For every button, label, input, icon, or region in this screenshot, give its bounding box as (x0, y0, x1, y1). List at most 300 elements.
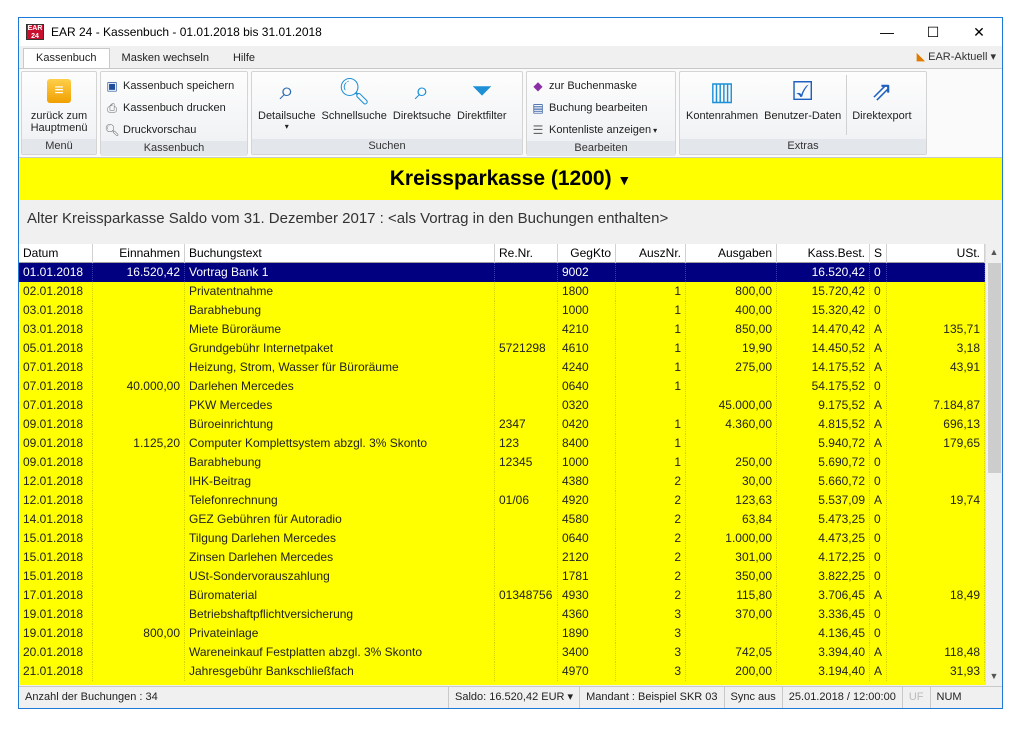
cell-ausg: 800,00 (686, 282, 777, 301)
cell-text: Barabhebung (185, 301, 495, 320)
cell-text: Tilgung Darlehen Mercedes (185, 529, 495, 548)
cell-ust (887, 510, 985, 529)
cell-kass: 14.175,52 (777, 358, 870, 377)
cell-gegk: 2120 (558, 548, 616, 567)
cell-s: 0 (870, 605, 887, 624)
status-count: Anzahl der Buchungen : 34 (19, 687, 449, 708)
ear-aktuell-menu[interactable]: ◣ EAR-Aktuell ▾ (916, 51, 996, 63)
export-icon: ⇗ (870, 75, 893, 106)
cell-s: A (870, 339, 887, 358)
cell-einn (93, 282, 185, 301)
scroll-thumb[interactable] (988, 263, 1001, 473)
window-title: EAR 24 - Kassenbuch - 01.01.2018 bis 31.01.2018 (51, 25, 322, 39)
group-label-extras: Extras (680, 139, 926, 154)
cell-kass: 5.940,72 (777, 434, 870, 453)
col-ausznr[interactable]: AuszNr. (616, 244, 686, 263)
chevron-down-icon: ▾ (653, 125, 658, 135)
cell-datum: 12.01.2018 (19, 472, 93, 491)
cell-einn (93, 605, 185, 624)
table-row[interactable] (19, 358, 985, 377)
cell-gegk: 4930 (558, 586, 616, 605)
cell-s: A (870, 415, 887, 434)
detailsuche-button[interactable]: ⌕ Detailsuche ▾ (258, 75, 316, 131)
schnellsuche-button[interactable]: 🔍︎ Schnellsuche (321, 75, 387, 122)
table-row[interactable] (19, 472, 985, 491)
cell-ust (887, 453, 985, 472)
cell-datum: 09.01.2018 (19, 434, 93, 453)
cell-ausg: 19,90 (686, 339, 777, 358)
cell-ust (887, 529, 985, 548)
cell-renr (495, 605, 558, 624)
cell-renr (495, 358, 558, 377)
cell-ausz: 2 (616, 510, 686, 529)
col-s[interactable]: S (870, 244, 887, 263)
cell-datum: 17.01.2018 (19, 586, 93, 605)
cell-datum: 03.01.2018 (19, 320, 93, 339)
cell-s: 0 (870, 453, 887, 472)
cell-ust (887, 567, 985, 586)
cell-ust: 7.184,87 (887, 396, 985, 415)
cell-kass: 5.660,72 (777, 472, 870, 491)
cell-kass: 54.175,52 (777, 377, 870, 396)
cell-ausz: 1 (616, 339, 686, 358)
table-row[interactable] (19, 605, 985, 624)
cell-ust: 43,91 (887, 358, 985, 377)
cell-renr (495, 377, 558, 396)
table-row[interactable] (19, 586, 985, 605)
cell-ausg (686, 434, 777, 453)
title-bar (19, 18, 1002, 46)
cell-einn: 16.520,42 (93, 263, 185, 282)
cell-datum: 19.01.2018 (19, 605, 93, 624)
direktfilter-button[interactable]: ⏷ Direktfilter (457, 75, 507, 122)
cell-einn (93, 415, 185, 434)
cell-gegk: 8400 (558, 434, 616, 453)
close-button[interactable] (956, 18, 1002, 46)
cell-datum: 15.01.2018 (19, 529, 93, 548)
cell-renr (495, 662, 558, 681)
cell-einn (93, 358, 185, 377)
cell-renr (495, 567, 558, 586)
cell-datum: 15.01.2018 (19, 548, 93, 567)
table-row[interactable] (19, 548, 985, 567)
table-row[interactable] (19, 662, 985, 681)
table-row[interactable] (19, 377, 985, 396)
caret-down-icon: ▼ (617, 172, 632, 188)
group-label-kassenbuch: Kassenbuch (101, 141, 247, 156)
status-saldo[interactable]: Saldo: 16.520,42 EUR ▾ (449, 687, 580, 708)
printer-icon: ⎙ (107, 100, 117, 115)
cell-gegk: 0640 (558, 377, 616, 396)
cell-ausg: 200,00 (686, 662, 777, 681)
direktexport-button[interactable]: ⇗ Direktexport (852, 75, 912, 122)
cell-einn (93, 472, 185, 491)
cell-ausg (686, 263, 777, 282)
cell-renr: 01/06 (495, 491, 558, 510)
cell-ausz (616, 396, 686, 415)
cell-gegk: 4210 (558, 320, 616, 339)
cell-gegk: 1800 (558, 282, 616, 301)
col-kassbest[interactable]: Kass.Best. (777, 244, 870, 263)
cell-renr (495, 472, 558, 491)
cell-kass: 15.720,42 (777, 282, 870, 301)
status-sync: Sync aus (725, 687, 783, 708)
app-logo-icon[interactable]: EAR 24 (27, 25, 43, 40)
table-row[interactable] (19, 339, 985, 358)
cell-ausg (686, 377, 777, 396)
buchung-bearbeiten-button[interactable]: ▤ Buchung bearbeiten (530, 97, 661, 119)
status-mandant: Mandant : Beispiel SKR 03 (580, 687, 724, 708)
cell-datum: 07.01.2018 (19, 358, 93, 377)
cell-ausz: 1 (616, 415, 686, 434)
cell-einn (93, 339, 185, 358)
cell-text: Privateinlage (185, 624, 495, 643)
cell-einn (93, 491, 185, 510)
print-preview-icon: 🔍︎ (104, 123, 120, 137)
col-einnahmen[interactable]: Einnahmen (93, 244, 185, 263)
cell-s: A (870, 662, 887, 681)
buchungsmaske-button[interactable]: ◆ zur Buchenmaske (530, 75, 661, 97)
cell-ausg (686, 624, 777, 643)
cell-kass: 5.473,25 (777, 510, 870, 529)
cell-kass: 4.473,25 (777, 529, 870, 548)
cell-renr (495, 624, 558, 643)
group-bearbeiten (526, 71, 676, 155)
status-datetime: 25.01.2018 / 12:00:00 (783, 687, 903, 708)
cell-text: Büromaterial (185, 586, 495, 605)
cell-ausg: 4.360,00 (686, 415, 777, 434)
cell-kass: 3.394,40 (777, 643, 870, 662)
cell-renr (495, 529, 558, 548)
col-ust[interactable]: USt. (887, 244, 985, 263)
tab-masken-wechseln[interactable]: Masken wechseln (121, 52, 209, 64)
print-kassenbuch-button[interactable]: ⎙ Kassenbuch drucken (104, 97, 238, 119)
group-kassenbuch (100, 71, 248, 155)
table-row[interactable] (19, 263, 985, 282)
cell-gegk: 1000 (558, 453, 616, 472)
kontenrahmen-button[interactable]: ▥ Kontenrahmen (686, 75, 759, 122)
table-row[interactable] (19, 529, 985, 548)
group-label-menu: Menü (22, 139, 96, 154)
cell-ausg: 63,84 (686, 510, 777, 529)
rss-icon: ◣ (916, 51, 926, 63)
chevron-down-icon: ▾ (990, 51, 996, 63)
cell-ausz (616, 263, 686, 282)
cell-kass: 14.470,42 (777, 320, 870, 339)
col-datum[interactable]: Datum (19, 244, 93, 263)
cell-datum: 01.01.2018 (19, 263, 93, 282)
cell-einn: 800,00 (93, 624, 185, 643)
cell-text: Grundgebühr Internetpaket (185, 339, 495, 358)
cell-einn (93, 320, 185, 339)
table-row[interactable] (19, 396, 985, 415)
kontenliste-button[interactable]: ☰ Kontenliste anzeigen ▾ (530, 119, 661, 141)
cell-s: A (870, 491, 887, 510)
cell-gegk: 4580 (558, 510, 616, 529)
cell-s: 0 (870, 624, 887, 643)
cell-text: Computer Komplettsystem abzgl. 3% Skonto (185, 434, 495, 453)
group-extras (679, 71, 927, 155)
cell-s: 0 (870, 282, 887, 301)
group-label-bearbeiten: Bearbeiten (527, 141, 675, 156)
cell-ausz: 3 (616, 624, 686, 643)
cell-ausg: 45.000,00 (686, 396, 777, 415)
cell-ust: 18,49 (887, 586, 985, 605)
cell-ausg: 370,00 (686, 605, 777, 624)
save-icon: ▣ (106, 79, 118, 93)
saldo-info: Alter Kreissparkasse Saldo vom 31. Dezember 2017 : <als Vortrag in den Buchungen enthalten> (19, 200, 1002, 237)
edit-record-icon: ▤ (532, 101, 544, 115)
cell-ausg: 250,00 (686, 453, 777, 472)
cell-ust: 696,13 (887, 415, 985, 434)
cell-ust (887, 377, 985, 396)
cell-text: Darlehen Mercedes (185, 377, 495, 396)
col-buchungstext[interactable]: Buchungstext (185, 244, 495, 263)
cell-renr (495, 643, 558, 662)
cell-renr (495, 548, 558, 567)
cell-renr (495, 396, 558, 415)
cell-ust (887, 605, 985, 624)
maximize-button[interactable] (910, 18, 956, 46)
cell-gegk: 9002 (558, 263, 616, 282)
cell-text: PKW Mercedes (185, 396, 495, 415)
cell-renr: 12345 (495, 453, 558, 472)
booking-table (19, 244, 1002, 685)
cell-datum: 09.01.2018 (19, 453, 93, 472)
cell-ust (887, 624, 985, 643)
cell-datum: 02.01.2018 (19, 282, 93, 301)
cell-gegk: 4240 (558, 358, 616, 377)
cell-renr (495, 301, 558, 320)
cell-ausg: 275,00 (686, 358, 777, 377)
chevron-down-icon: ▾ (284, 122, 289, 131)
print-preview-button[interactable]: 🔍︎ Druckvorschau (104, 123, 197, 137)
cell-ausg: 1.000,00 (686, 529, 777, 548)
cell-einn (93, 662, 185, 681)
col-renr[interactable]: Re.Nr. (495, 244, 558, 263)
account-list-icon: ☰ (532, 123, 544, 137)
cell-datum: 03.01.2018 (19, 301, 93, 320)
cell-datum: 09.01.2018 (19, 415, 93, 434)
cell-datum: 19.01.2018 (19, 624, 93, 643)
scroll-down-icon[interactable]: ▼ (989, 671, 999, 681)
cell-s: 0 (870, 510, 887, 529)
tab-hilfe[interactable]: Hilfe (232, 52, 255, 64)
status-uf: UF (903, 687, 931, 708)
cell-datum: 05.01.2018 (19, 339, 93, 358)
quick-search-icon: 🔍︎ (337, 75, 371, 106)
table-row[interactable] (19, 643, 985, 662)
cell-kass: 15.320,42 (777, 301, 870, 320)
cell-s: 0 (870, 263, 887, 282)
cell-s: 0 (870, 301, 887, 320)
cell-gegk: 4970 (558, 662, 616, 681)
save-kassenbuch-button[interactable]: ▣ Kassenbuch speichern (104, 75, 238, 97)
chevron-down-icon: ▾ (567, 691, 574, 703)
benutzer-daten-button[interactable]: ☑ Benutzer-Daten (764, 75, 842, 122)
cell-text: Zinsen Darlehen Mercedes (185, 548, 495, 567)
cell-ust (887, 548, 985, 567)
ledger-icon: ▥ (709, 75, 735, 106)
cell-renr: 123 (495, 434, 558, 453)
cell-kass: 3.822,25 (777, 567, 870, 586)
scroll-up-icon[interactable]: ▲ (989, 247, 999, 257)
cell-ausz: 2 (616, 491, 686, 510)
cell-s: A (870, 320, 887, 339)
table-row[interactable] (19, 320, 985, 339)
table-row[interactable] (19, 453, 985, 472)
table-row[interactable] (19, 301, 985, 320)
col-ausgaben[interactable]: Ausgaben (686, 244, 777, 263)
cell-ust (887, 263, 985, 282)
cell-ust: 31,93 (887, 662, 985, 681)
cell-kass: 16.520,42 (777, 263, 870, 282)
cell-einn: 1.125,20 (93, 434, 185, 453)
cell-gegk: 4380 (558, 472, 616, 491)
cell-ausz: 1 (616, 320, 686, 339)
tab-kassenbuch[interactable]: Kassenbuch (23, 48, 110, 68)
cell-einn (93, 548, 185, 567)
cell-text: Vortrag Bank 1 (185, 263, 495, 282)
table-row[interactable] (19, 434, 985, 453)
cell-s: A (870, 358, 887, 377)
maximize-icon: ☐ (926, 23, 940, 40)
back-menu-icon: ≡ (43, 75, 75, 107)
cell-text: Telefonrechnung (185, 491, 495, 510)
group-label-suchen: Suchen (252, 139, 522, 154)
app-window (18, 17, 1003, 709)
cell-text: USt-Sondervorauszahlung (185, 567, 495, 586)
cell-ausg: 400,00 (686, 301, 777, 320)
ribbon (19, 68, 1002, 158)
user-data-icon: ☑ (791, 75, 815, 106)
cell-text: Büroeinrichtung (185, 415, 495, 434)
cell-s: A (870, 586, 887, 605)
cell-kass: 4.136,45 (777, 624, 870, 643)
table-row[interactable] (19, 567, 985, 586)
group-suchen (251, 71, 523, 155)
cell-gegk: 1000 (558, 301, 616, 320)
cell-ausg: 115,80 (686, 586, 777, 605)
direktsuche-button[interactable]: ⌕ Direktsuche (392, 75, 451, 122)
cell-gegk: 1781 (558, 567, 616, 586)
cell-ust (887, 282, 985, 301)
cell-ausz: 2 (616, 567, 686, 586)
cell-ausz: 1 (616, 282, 686, 301)
cell-kass: 5.537,09 (777, 491, 870, 510)
cell-ust: 118,48 (887, 643, 985, 662)
table-row[interactable] (19, 624, 985, 643)
cell-ausz: 3 (616, 605, 686, 624)
cell-gegk: 0320 (558, 396, 616, 415)
cell-s: A (870, 396, 887, 415)
cell-s: 0 (870, 567, 887, 586)
status-num: NUM (936, 691, 962, 703)
cell-s: A (870, 643, 887, 662)
group-menu (21, 71, 97, 155)
cell-einn (93, 529, 185, 548)
cell-einn (93, 586, 185, 605)
back-to-main-menu-button[interactable]: ≡ zurück zum Hauptmenü (22, 75, 96, 134)
cell-ausg: 350,00 (686, 567, 777, 586)
col-gegkto[interactable]: GegKto (558, 244, 616, 263)
cell-renr (495, 282, 558, 301)
minimize-icon: — (880, 24, 894, 40)
cell-renr: 2347 (495, 415, 558, 434)
cell-gegk: 3400 (558, 643, 616, 662)
cell-renr (495, 320, 558, 339)
cell-kass: 5.690,72 (777, 453, 870, 472)
cell-ausz: 1 (616, 358, 686, 377)
cell-einn (93, 453, 185, 472)
cell-ausz: 1 (616, 453, 686, 472)
cell-datum: 12.01.2018 (19, 491, 93, 510)
cell-ausg: 850,00 (686, 320, 777, 339)
cell-gegk: 4610 (558, 339, 616, 358)
cell-ausz: 2 (616, 529, 686, 548)
cell-ausg: 742,05 (686, 643, 777, 662)
cell-s: 0 (870, 529, 887, 548)
cell-ausz: 2 (616, 586, 686, 605)
cell-gegk: 0420 (558, 415, 616, 434)
cell-s: 0 (870, 548, 887, 567)
account-selector[interactable] (19, 158, 1002, 200)
cell-ausz: 1 (616, 434, 686, 453)
close-icon: ✕ (973, 23, 985, 40)
cell-ausz: 1 (616, 301, 686, 320)
cell-kass: 4.815,52 (777, 415, 870, 434)
cell-kass: 14.450,52 (777, 339, 870, 358)
cell-ust (887, 301, 985, 320)
minimize-button[interactable] (864, 18, 910, 46)
cell-einn (93, 301, 185, 320)
cell-text: IHK-Beitrag (185, 472, 495, 491)
cell-text: Jahresgebühr Bankschließfach (185, 662, 495, 681)
cell-kass: 3.336,45 (777, 605, 870, 624)
cell-renr (495, 263, 558, 282)
cell-gegk: 4920 (558, 491, 616, 510)
vertical-scrollbar[interactable] (985, 244, 1002, 685)
cell-kass: 3.706,45 (777, 586, 870, 605)
table-header (19, 244, 985, 263)
cell-einn (93, 396, 185, 415)
divider (846, 75, 847, 135)
cell-kass: 3.194,40 (777, 662, 870, 681)
cell-gegk: 1890 (558, 624, 616, 643)
cell-s: 0 (870, 377, 887, 396)
cell-kass: 4.172,25 (777, 548, 870, 567)
cell-gegk: 0640 (558, 529, 616, 548)
cell-einn (93, 510, 185, 529)
ribbon-tabs (19, 46, 1002, 68)
cell-text: Privatentnahme (185, 282, 495, 301)
cell-ust: 3,18 (887, 339, 985, 358)
cell-s: A (870, 434, 887, 453)
table-row[interactable] (19, 282, 985, 301)
cell-text: GEZ Gebühren für Autoradio (185, 510, 495, 529)
direct-search-icon: ⌕ (414, 75, 430, 105)
cell-text: Miete Büroräume (185, 320, 495, 339)
table-row[interactable] (19, 491, 985, 510)
cell-text: Betriebshaftpflichtversicherung (185, 605, 495, 624)
account-title: Kreissparkasse (1200) (389, 167, 612, 190)
cell-s: 0 (870, 472, 887, 491)
table-row[interactable] (19, 415, 985, 434)
cell-ausz: 2 (616, 548, 686, 567)
cell-ust: 179,65 (887, 434, 985, 453)
table-row[interactable] (19, 510, 985, 529)
cell-renr: 5721298 (495, 339, 558, 358)
